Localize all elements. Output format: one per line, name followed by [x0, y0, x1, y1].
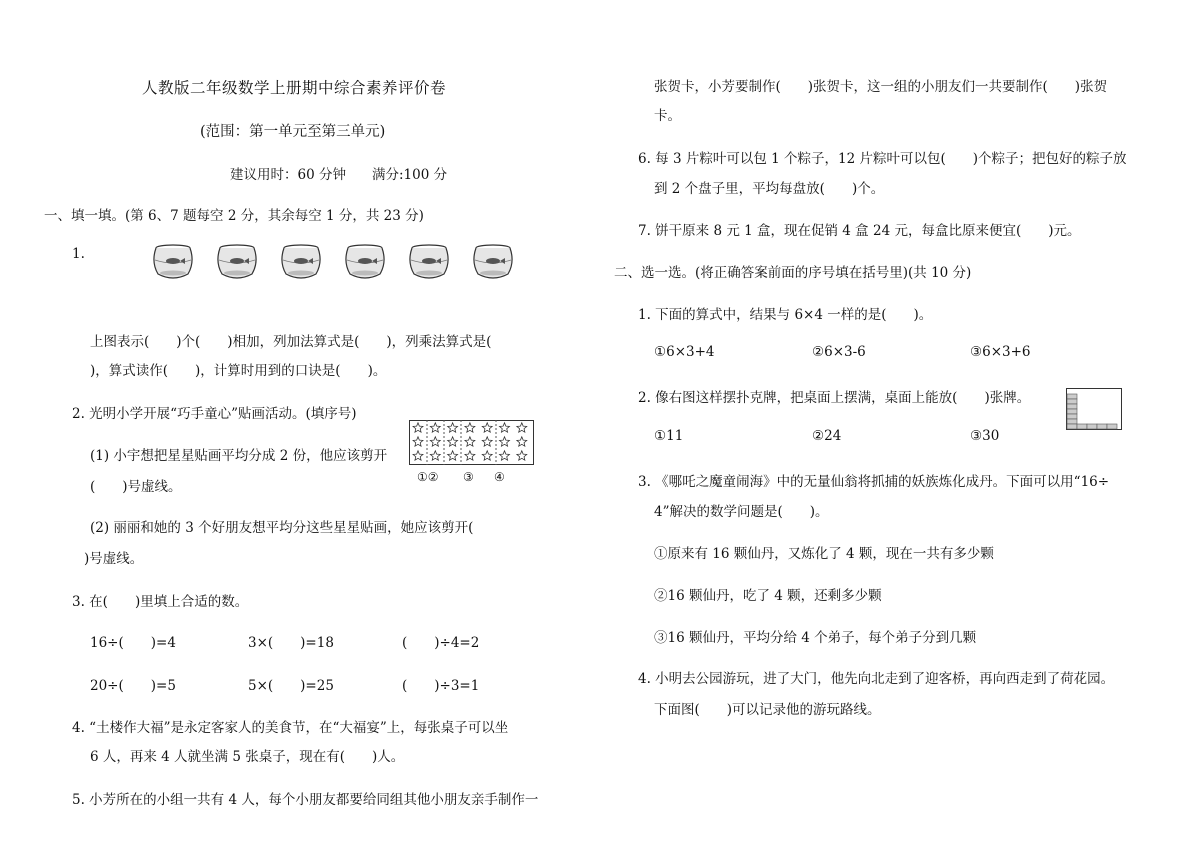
q1-text-line2: )，算式读作( )，计算时用到的口诀是( )。 [90, 363, 387, 379]
star-sticker-sheet [409, 420, 534, 465]
s2-q2-option: ③30 [970, 428, 1000, 444]
q2-part2-line2: )号虚线。 [84, 551, 144, 567]
q3-blank: ( )÷4=2 [402, 635, 480, 651]
s2-q3-option: ②16 颗仙丹，吃了 4 颗，还剩多少颗 [654, 588, 882, 604]
cut-line-label-4: ④ [494, 470, 505, 484]
q6-line1: 6. 每 3 片粽叶可以包 1 个粽子，12 片粽叶可以包( )个粽子；把包好的粽子放 [638, 151, 1127, 167]
s2-q2-option: ②24 [812, 428, 842, 444]
q5-line3: 卡。 [654, 108, 681, 124]
score-info: 满分:100 分 [372, 167, 448, 183]
s2-q1-option: ②6×3-6 [812, 344, 866, 360]
page-title: 人教版二年级数学上册期中综合素养评价卷 [142, 79, 447, 97]
s2-q1-option: ③6×3+6 [970, 344, 1031, 360]
q2-intro: 2. 光明小学开展“巧手童心”贴画活动。(填序号) [72, 406, 357, 422]
cut-line-label-3: ③ [463, 470, 474, 484]
q3-blank: 16÷( )=4 [90, 635, 176, 651]
q3-blank: 20÷( )=5 [90, 678, 176, 694]
q3-blank: 5×( )=25 [248, 678, 334, 694]
section2-heading: 二、选一选。(将正确答案前面的序号填在括号里)(共 10 分) [614, 265, 972, 281]
time-info: 建议用时：60 分钟 [230, 167, 346, 183]
q1-text-line1: 上图表示( )个( )相加，列加法算式是( )，列乘法算式是( [90, 334, 492, 350]
q7-line1: 7. 饼干原来 8 元 1 盒，现在促销 4 盒 24 元，每盒比原来便宜( )元。 [638, 223, 1081, 239]
q3-intro: 3. 在( )里填上合适的数。 [72, 594, 249, 610]
q3-blank: 3×( )=18 [248, 635, 334, 651]
q5-line1: 5. 小芳所在的小组一共有 4 人，每个小朋友都要给同组其他小朋友亲手制作一 [72, 792, 539, 808]
s2-q2-option: ①11 [654, 428, 684, 444]
q6-line2: 到 2 个盘子里，平均每盘放( )个。 [654, 181, 885, 197]
fishbowl-icon [406, 244, 452, 280]
q2-part1-line1: (1) 小宇想把星星贴画平均分成 2 份，他应该剪开 [90, 448, 388, 464]
s2-q3-option: ③16 颗仙丹，平均分给 4 个弟子，每个弟子分到几颗 [654, 630, 977, 646]
q5-line2: 张贺卡，小芳要制作( )张贺卡，这一组的小朋友们一共要制作( )张贺 [654, 79, 1108, 95]
s2-q3-line2: 4”解决的数学问题是( )。 [654, 504, 829, 520]
q4-line1: 4. “土楼作大福”是永定客家人的美食节，在“大福宴”上，每张桌子可以坐 [72, 720, 509, 736]
fishbowl-figure [150, 244, 570, 284]
fishbowl-icon [150, 244, 196, 280]
q1-number: 1. [72, 246, 85, 262]
s2-q4-line1: 4. 小明去公园游玩，进了大门，他先向北走到了迎客桥，再向西走到了荷花园。 [638, 671, 1115, 687]
q2-part1-line2: ( )号虚线。 [90, 479, 182, 495]
fishbowl-icon [470, 244, 516, 280]
playing-card-table-figure [1066, 388, 1122, 430]
q3-blank: ( )÷3=1 [402, 678, 480, 694]
cut-line-label-1-2: ①② [417, 470, 439, 484]
q4-line2: 6 人，再来 4 人就坐满 5 张桌子，现在有( )人。 [90, 749, 405, 765]
s2-q1-option: ①6×3+4 [654, 344, 715, 360]
fishbowl-icon [214, 244, 260, 280]
page-subtitle: (范围：第一单元至第三单元) [200, 124, 386, 140]
q2-part2-line1: (2) 丽丽和她的 3 个好朋友想平均分这些星星贴画，她应该剪开( [90, 520, 474, 536]
fishbowl-icon [342, 244, 388, 280]
s2-q4-line2: 下面图( )可以记录他的游玩路线。 [654, 702, 881, 718]
fishbowl-icon [278, 244, 324, 280]
s2-q3-option: ①原来有 16 颗仙丹，又炼化了 4 颗，现在一共有多少颗 [654, 546, 994, 562]
s2-q2-stem: 2. 像右图这样摆扑克牌，把桌面上摆满，桌面上能放( )张牌。 [638, 390, 1031, 406]
s2-q3-line1: 3. 《哪吒之魔童闹海》中的无量仙翁将抓捕的妖族炼化成丹。下面可以用“16÷ [638, 474, 1110, 490]
s2-q1-stem: 1. 下面的算式中，结果与 6×4 一样的是( )。 [638, 307, 933, 323]
section1-heading: 一、填一填。(第 6、7 题每空 2 分，其余每空 1 分，共 23 分) [44, 208, 424, 224]
